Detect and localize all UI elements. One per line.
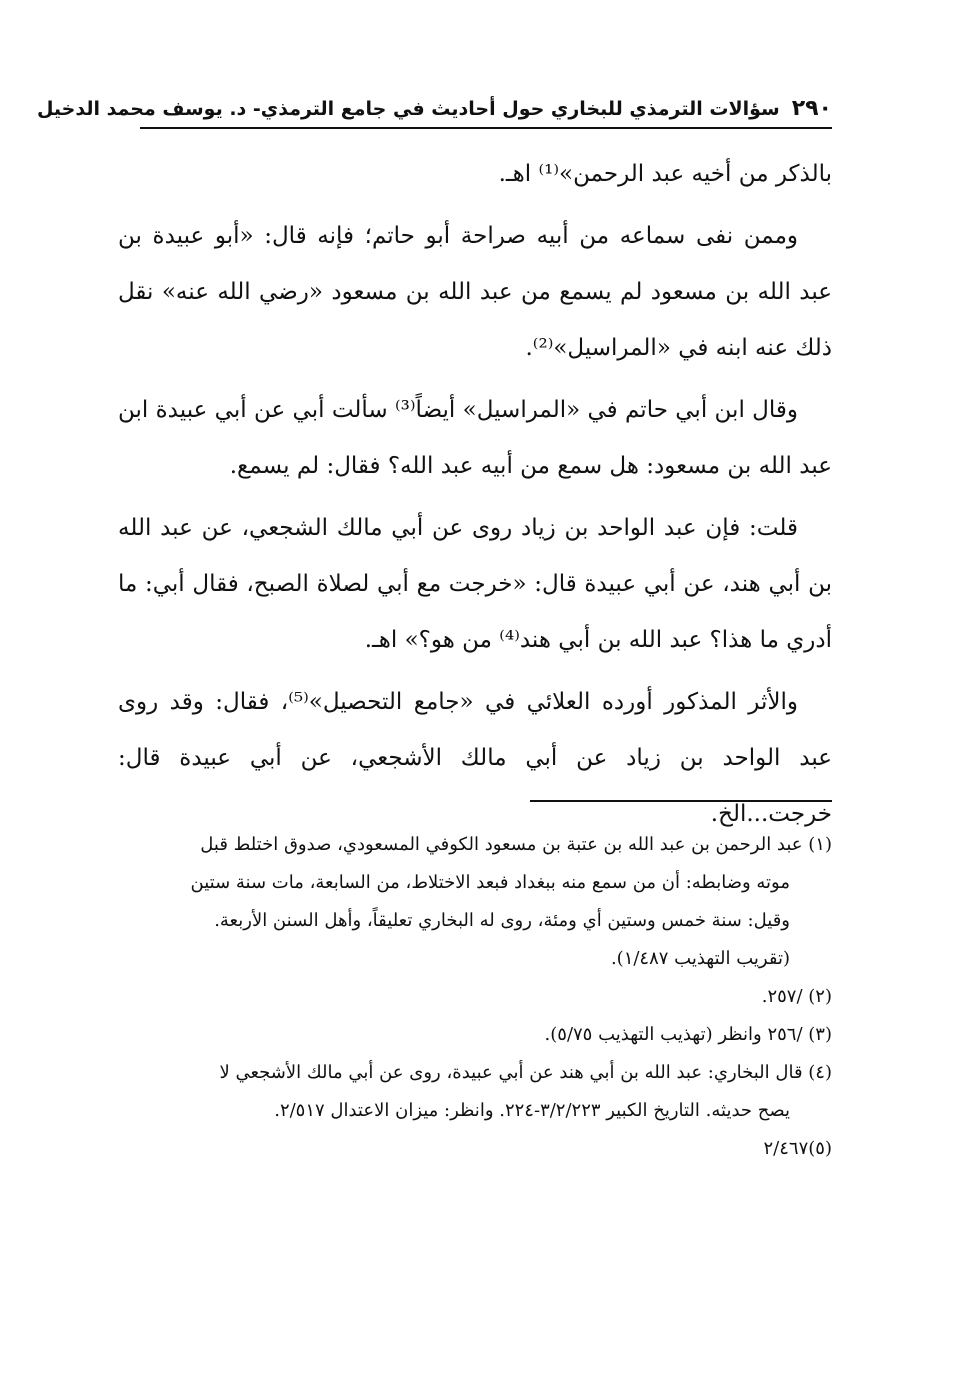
footnote-1-line-4: (تقريب التهذيب ١/٤٨٧).	[610, 948, 790, 969]
footnotes	[118, 826, 832, 1168]
header-rule	[140, 127, 832, 129]
footnote-1-line-3: وقيل: سنة خمس وستين أي ومئة، روى له البخاري تعليقاً، وأهل السنن الأربعة.	[214, 910, 790, 931]
footnote-separator	[530, 800, 832, 802]
paragraph-2: وممن نفى سماعه من أبيه صراحة أبو حاتم؛ فإنه قال: «أبو عبيدة بن عبد الله بن مسعود لم يسمع من عبد الله بن مسعود «رضي الله عنه» نقل ذلك عنه ابنه في «المراسيل»⁽²⁾.	[118, 223, 832, 361]
paragraph-5: والأثر المذكور أورده العلائي في «جامع التحصيل»⁽⁵⁾، فقال: وقد روى عبد الواحد بن زياد عن أبي مالك الأشجعي، عن أبي عبيدة قال: خرجت...الخ.	[118, 689, 832, 827]
paragraph-4: قلت: فإن عبد الواحد بن زياد روى عن أبي مالك الشجعي، عن عبد الله بن أبي هند، عن أبي عبيدة قال: «خرجت مع أبي لصلاة الصبح، فقال أبي: ما أدري ما هذا؟ عبد الله بن أبي هند⁽⁴⁾ من هو؟» اهـ.	[118, 515, 832, 653]
page-number: ٢٩٠	[791, 96, 832, 121]
footnote-1-line-2: موته وضابطه: أن من سمع منه ببغداد فبعد الاختلاط، من السابعة، مات سنة ستين	[190, 872, 790, 893]
footnote-4-line-1: (٤) قال البخاري: عبد الله بن أبي هند عن أبي عبيدة، روى عن أبي مالك الأشجعي لا	[219, 1062, 832, 1083]
footnote-1-line-1: (١) عبد الرحمن بن عبد الله بن عتبة بن مسعود الكوفي المسعودي، صدوق اختلط قبل	[200, 834, 832, 855]
running-header	[36, 96, 832, 121]
footnote-3: (٣) /٢٥٦ وانظر (تهذيب التهذيب ٥/٧٥).	[544, 1024, 832, 1045]
paragraph-3: وقال ابن أبي حاتم في «المراسيل» أيضاً⁽³⁾ سألت أبي عن أبي عبيدة ابن عبد الله بن مسعود: هل سمع من أبيه عبد الله؟ فقال: لم يسمع.	[118, 397, 832, 479]
main-text	[118, 146, 832, 848]
running-title: سؤالات الترمذي للبخاري حول أحاديث في جامع الترمذي- د. يوسف محمد الدخيل	[36, 98, 780, 120]
paragraph-1: بالذكر من أخيه عبد الرحمن»⁽¹⁾ اهـ.	[498, 161, 832, 187]
footnote-4-line-2: يصح حديثه. التاريخ الكبير ٣/٢/٢٢٣-٢٢٤. وانظر: ميزان الاعتدال ٢/٥١٧.	[274, 1100, 790, 1121]
footnote-2: (٢) /٢٥٧.	[761, 986, 832, 1007]
footnote-5: (٥)٢/٤٦٧	[763, 1138, 832, 1159]
